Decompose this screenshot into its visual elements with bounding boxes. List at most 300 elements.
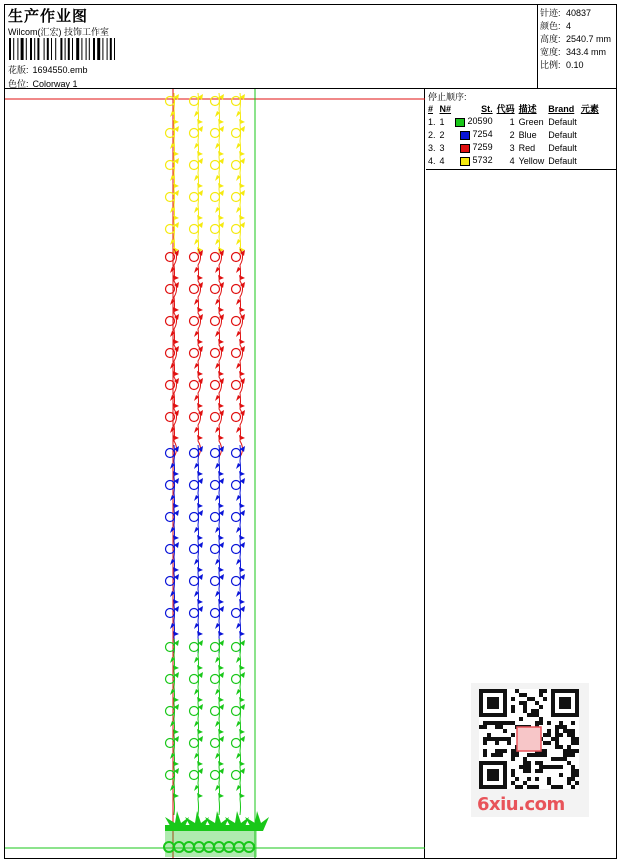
qr-module (495, 741, 499, 745)
qr-module (543, 733, 547, 737)
row-stitches (454, 141, 496, 154)
column-header: 代码 (496, 104, 515, 114)
qr-module (515, 689, 519, 693)
vine-curl (190, 225, 199, 234)
vine-curl (232, 481, 241, 490)
barcode-bar (34, 38, 35, 60)
vine-leaf (197, 403, 203, 408)
stat-key: 高度: (540, 34, 561, 44)
qr-module (523, 757, 527, 761)
stat-value: 0.10 (566, 60, 584, 70)
vine-curl (190, 129, 199, 138)
barcode-bar (114, 38, 115, 60)
watermark-text: 6xiu.com (477, 794, 565, 815)
stitch-count: 5732 (472, 155, 493, 166)
page-title: 生产作业图 (8, 8, 89, 25)
qr-module (515, 777, 519, 781)
qr-module (535, 713, 539, 717)
vine-leaf (173, 471, 179, 476)
vine-curl (211, 381, 220, 390)
qr-module (519, 717, 523, 721)
vine-leaf (218, 665, 224, 670)
barcode-bar (44, 38, 45, 60)
base-band (165, 825, 263, 831)
stop-sequence-panel (426, 89, 616, 170)
stat-value: 40837 (566, 8, 592, 18)
vine-leaf (197, 307, 203, 312)
qr-module (531, 709, 535, 713)
qr-module (543, 741, 547, 745)
qr-module (535, 709, 539, 713)
qr-module (511, 773, 515, 777)
qr-module (563, 753, 567, 757)
qr-module (567, 733, 571, 737)
qr-module (571, 753, 575, 757)
vine-leaf (173, 371, 179, 376)
barcode-bar (89, 38, 90, 60)
column-header: Brand (548, 103, 575, 114)
stat-key: 颜色: (540, 21, 561, 31)
vine-leaf (173, 761, 179, 766)
qr-module (567, 777, 571, 781)
qr-module (539, 693, 543, 697)
qr-module (555, 741, 559, 745)
barcode-bar (21, 38, 24, 60)
qr-module (515, 785, 519, 789)
qr-module (555, 757, 559, 761)
design-canvas (5, 89, 425, 858)
qr-module (551, 785, 555, 789)
row-description: Yellow (518, 155, 545, 166)
row-brand: Default (548, 155, 577, 166)
stat-key: 比例: (540, 60, 561, 70)
vine-leaf (239, 697, 245, 702)
vine-leaf (239, 119, 245, 124)
qr-module (575, 773, 579, 777)
qr-module (507, 741, 511, 745)
qr-module (567, 761, 571, 765)
qr-module (495, 749, 499, 753)
stitch-count: 7259 (472, 142, 493, 153)
vine-curl (211, 285, 220, 294)
qr-module (511, 721, 515, 725)
barcode-bar (60, 38, 62, 60)
vine-curl (232, 317, 241, 326)
vine-leaf (218, 567, 224, 572)
vine-leaf (218, 183, 224, 188)
row-stitches (454, 154, 496, 167)
qr-module (543, 697, 547, 701)
row-index: 1. (428, 116, 436, 127)
vine-leaf (239, 665, 245, 670)
qr-module (567, 749, 571, 753)
qr-module (523, 761, 527, 765)
row-index: 4. (428, 155, 436, 166)
row-element (580, 128, 602, 141)
row-description: Red (518, 142, 536, 153)
vine-curl (211, 481, 220, 490)
qr-module (523, 693, 527, 697)
qr-module (519, 701, 523, 705)
vine-curl (190, 707, 199, 716)
vine-leaf (197, 339, 203, 344)
vine-leaf (239, 275, 245, 280)
qr-module (559, 785, 563, 789)
qr-module (487, 737, 491, 741)
row-code: 4 (509, 155, 515, 166)
column-header: # (428, 103, 434, 114)
vine-leaf (218, 471, 224, 476)
barcode-bar (65, 38, 66, 60)
vine-leaf (239, 729, 245, 734)
qr-module (543, 765, 547, 769)
qr-module (567, 781, 571, 785)
qr-module (539, 705, 543, 709)
qr-module (511, 769, 515, 773)
qr-module (535, 785, 539, 789)
qr-module (507, 721, 511, 725)
qr-module (483, 725, 487, 729)
qr-module (551, 757, 555, 761)
vine-leaf (197, 697, 203, 702)
needle-number: 4 (439, 155, 445, 166)
vine-leaf (173, 119, 179, 124)
qr-module (559, 721, 563, 725)
vine-leaf (197, 729, 203, 734)
vine-curl (232, 381, 241, 390)
row-element (580, 154, 602, 167)
stat-stitches (540, 6, 591, 19)
design-file-value: 1694550.emb (32, 65, 88, 75)
vine-leaf (197, 275, 203, 280)
barcode-bar (93, 38, 95, 60)
vine-curl (232, 161, 241, 170)
barcode-bar (68, 38, 70, 60)
qr-module (499, 753, 503, 757)
vine-curl (232, 413, 241, 422)
qr-module (567, 753, 571, 757)
vine-curl (211, 707, 220, 716)
qr-module (535, 777, 539, 781)
row-brand: Default (548, 142, 577, 153)
stat-height (540, 32, 611, 45)
qr-module (535, 701, 539, 705)
qr-module (499, 749, 503, 753)
qr-module (483, 741, 487, 745)
barcode-bar (102, 38, 103, 60)
vine-leaf (197, 761, 203, 766)
row-needle (439, 154, 455, 167)
qr-module (559, 757, 563, 761)
row-brand: Default (548, 129, 577, 140)
vine-curl (190, 609, 199, 618)
vine-curl (211, 349, 220, 358)
qr-module (503, 721, 507, 725)
qr-module (523, 781, 527, 785)
vine-curl (211, 129, 220, 138)
stat-scale (540, 58, 584, 71)
qr-module (539, 769, 543, 773)
vine-curl (211, 675, 220, 684)
barcode-bar (110, 38, 112, 60)
vine-leaf (197, 567, 203, 572)
qr-module (507, 737, 511, 741)
qr-module (535, 761, 539, 765)
vine-leaf (197, 665, 203, 670)
vine-curl (211, 413, 220, 422)
row-needle (439, 115, 455, 128)
stat-key: 针迹: (540, 8, 561, 18)
qr-module (551, 765, 555, 769)
vine-leaf (173, 535, 179, 540)
row-code: 3 (509, 142, 515, 153)
qr-module (503, 737, 507, 741)
qr-module (567, 729, 571, 733)
qr-module (571, 769, 575, 773)
qr-module (483, 737, 487, 741)
vine-curl (232, 643, 241, 652)
vine-leaf (173, 183, 179, 188)
qr-module (511, 733, 515, 737)
floral-border-base (164, 811, 269, 857)
row-index: 2. (428, 129, 436, 140)
qr-module (555, 737, 559, 741)
qr-module (571, 733, 575, 737)
vine-curl (232, 577, 241, 586)
column-header: 元素 (580, 104, 599, 114)
qr-module (495, 753, 499, 757)
qr-module (495, 725, 499, 729)
qr-module (551, 737, 555, 741)
table-row (427, 141, 602, 154)
vine-stem (240, 639, 241, 815)
vine-band-red (166, 249, 246, 457)
qr-module (575, 737, 579, 741)
vine-curl (190, 317, 199, 326)
vine-curl (211, 317, 220, 326)
stat-value: 4 (566, 21, 572, 31)
qr-logo-badge (517, 727, 541, 751)
needle-number: 3 (439, 142, 445, 153)
vine-leaf (197, 371, 203, 376)
qr-finder-center (487, 697, 499, 709)
vine-curl (211, 225, 220, 234)
barcode-bar (47, 38, 49, 60)
qr-module (543, 689, 547, 693)
qr-module (499, 725, 503, 729)
vine-leaf (197, 599, 203, 604)
vine-curl (232, 285, 241, 294)
qr-module (571, 721, 575, 725)
vine-leaf (239, 503, 245, 508)
needle-number: 1 (439, 116, 445, 127)
color-swatch (455, 118, 465, 127)
vine-leaf (239, 599, 245, 604)
vine-curl (232, 97, 241, 106)
column-header: N# (439, 103, 452, 114)
vine-leaf (218, 215, 224, 220)
vine-leaf (218, 307, 224, 312)
qr-module (535, 753, 539, 757)
qr-module (555, 729, 559, 733)
vine-leaf (197, 503, 203, 508)
vine-leaf (239, 339, 245, 344)
qr-module (511, 753, 515, 757)
row-stitches (454, 128, 496, 141)
qr-module (555, 733, 559, 737)
vine-leaf (218, 631, 224, 636)
barcode-bar (37, 38, 39, 60)
qr-finder-center (559, 697, 571, 709)
vine-leaf (218, 275, 224, 280)
qr-module (563, 725, 567, 729)
qr-module (503, 729, 507, 733)
vine-leaf (197, 215, 203, 220)
qr-module (527, 785, 531, 789)
qr-module (511, 709, 515, 713)
qr-module (491, 721, 495, 725)
vine-leaf (173, 339, 179, 344)
barcode-bar (13, 38, 14, 60)
qr-module (487, 733, 491, 737)
vine-stem (174, 639, 175, 815)
vine-leaf (197, 631, 203, 636)
qr-module (571, 741, 575, 745)
stat-key: 宽度: (540, 47, 561, 57)
colorway-value: Colorway 1 (32, 79, 78, 89)
vine-curl (190, 675, 199, 684)
vine-curl (232, 675, 241, 684)
vine-curl (232, 449, 241, 458)
stat-value: 2540.7 mm (566, 34, 612, 44)
vine-curl (211, 449, 220, 458)
qr-module (559, 765, 563, 769)
qr-module (519, 693, 523, 697)
barcode (9, 38, 139, 60)
qr-module (499, 737, 503, 741)
barcode-bar (86, 38, 87, 60)
qr-module (483, 721, 487, 725)
qr-module (543, 753, 547, 757)
qr-module (571, 737, 575, 741)
row-code: 1 (509, 116, 515, 127)
qr-code (479, 689, 579, 789)
qr-module (563, 749, 567, 753)
qr-module (575, 741, 579, 745)
stitch-count: 7254 (472, 129, 493, 140)
vine-curl (232, 225, 241, 234)
barcode-bar (107, 38, 108, 60)
vine-leaf (173, 567, 179, 572)
vine-curl (190, 545, 199, 554)
qr-module (539, 721, 543, 725)
vine-curl (190, 577, 199, 586)
vine-curl (232, 609, 241, 618)
vine-leaf (197, 183, 203, 188)
qr-module (499, 721, 503, 725)
vine-curl (211, 545, 220, 554)
worksheet-frame (4, 4, 617, 859)
qr-module (543, 749, 547, 753)
vine-curl (190, 285, 199, 294)
vine-leaf (239, 151, 245, 156)
vine-leaf (239, 307, 245, 312)
qr-module (547, 729, 551, 733)
qr-module (535, 721, 539, 725)
barcode-bar (30, 38, 32, 60)
vine-leaf (173, 697, 179, 702)
row-stitches (454, 115, 496, 128)
qr-module (483, 753, 487, 757)
qr-module (575, 769, 579, 773)
qr-module (555, 785, 559, 789)
vine-curl (190, 349, 199, 358)
vine-leaf (173, 503, 179, 508)
row-needle (439, 128, 455, 141)
stat-colors (540, 19, 571, 32)
qr-module (519, 785, 523, 789)
row-element (580, 141, 602, 154)
barcode-bar (26, 38, 27, 60)
qr-module (523, 769, 527, 773)
vine-curl (211, 643, 220, 652)
embroidery-design-preview (5, 89, 425, 858)
row-index: 3. (428, 142, 436, 153)
qr-module (563, 729, 567, 733)
qr-module (535, 769, 539, 773)
vine-curl (211, 513, 220, 522)
row-description: Blue (518, 129, 537, 140)
vine-leaf (173, 631, 179, 636)
qr-module (555, 725, 559, 729)
vine-leaf (218, 535, 224, 540)
qr-module (539, 689, 543, 693)
vine-leaf (239, 535, 245, 540)
vine-band-green (166, 639, 246, 815)
vine-leaf (239, 403, 245, 408)
qr-module (547, 721, 551, 725)
table-row (427, 128, 602, 141)
header (5, 5, 537, 89)
vine-band-blue (166, 445, 246, 653)
qr-module (515, 753, 519, 757)
qr-module (539, 753, 543, 757)
vine-leaf (218, 339, 224, 344)
qr-module (571, 765, 575, 769)
qr-module (511, 749, 515, 753)
stats-panel (537, 5, 616, 89)
vine-band-yellow (166, 93, 246, 253)
vine-leaf (239, 567, 245, 572)
qr-module (567, 745, 571, 749)
vine-curl (190, 381, 199, 390)
qr-module (487, 721, 491, 725)
vine-leaf (239, 435, 245, 440)
vine-curl (190, 97, 199, 106)
vine-curl (211, 577, 220, 586)
qr-module (571, 777, 575, 781)
qr-module (571, 785, 575, 789)
stop-sequence-table (427, 102, 602, 167)
qr-module (523, 765, 527, 769)
qr-module (559, 745, 563, 749)
vine-curl (232, 193, 241, 202)
qr-module (491, 737, 495, 741)
vine-leaf (218, 761, 224, 766)
stitch-count: 20590 (467, 116, 493, 127)
qr-module (547, 741, 551, 745)
vine-leaf (218, 697, 224, 702)
